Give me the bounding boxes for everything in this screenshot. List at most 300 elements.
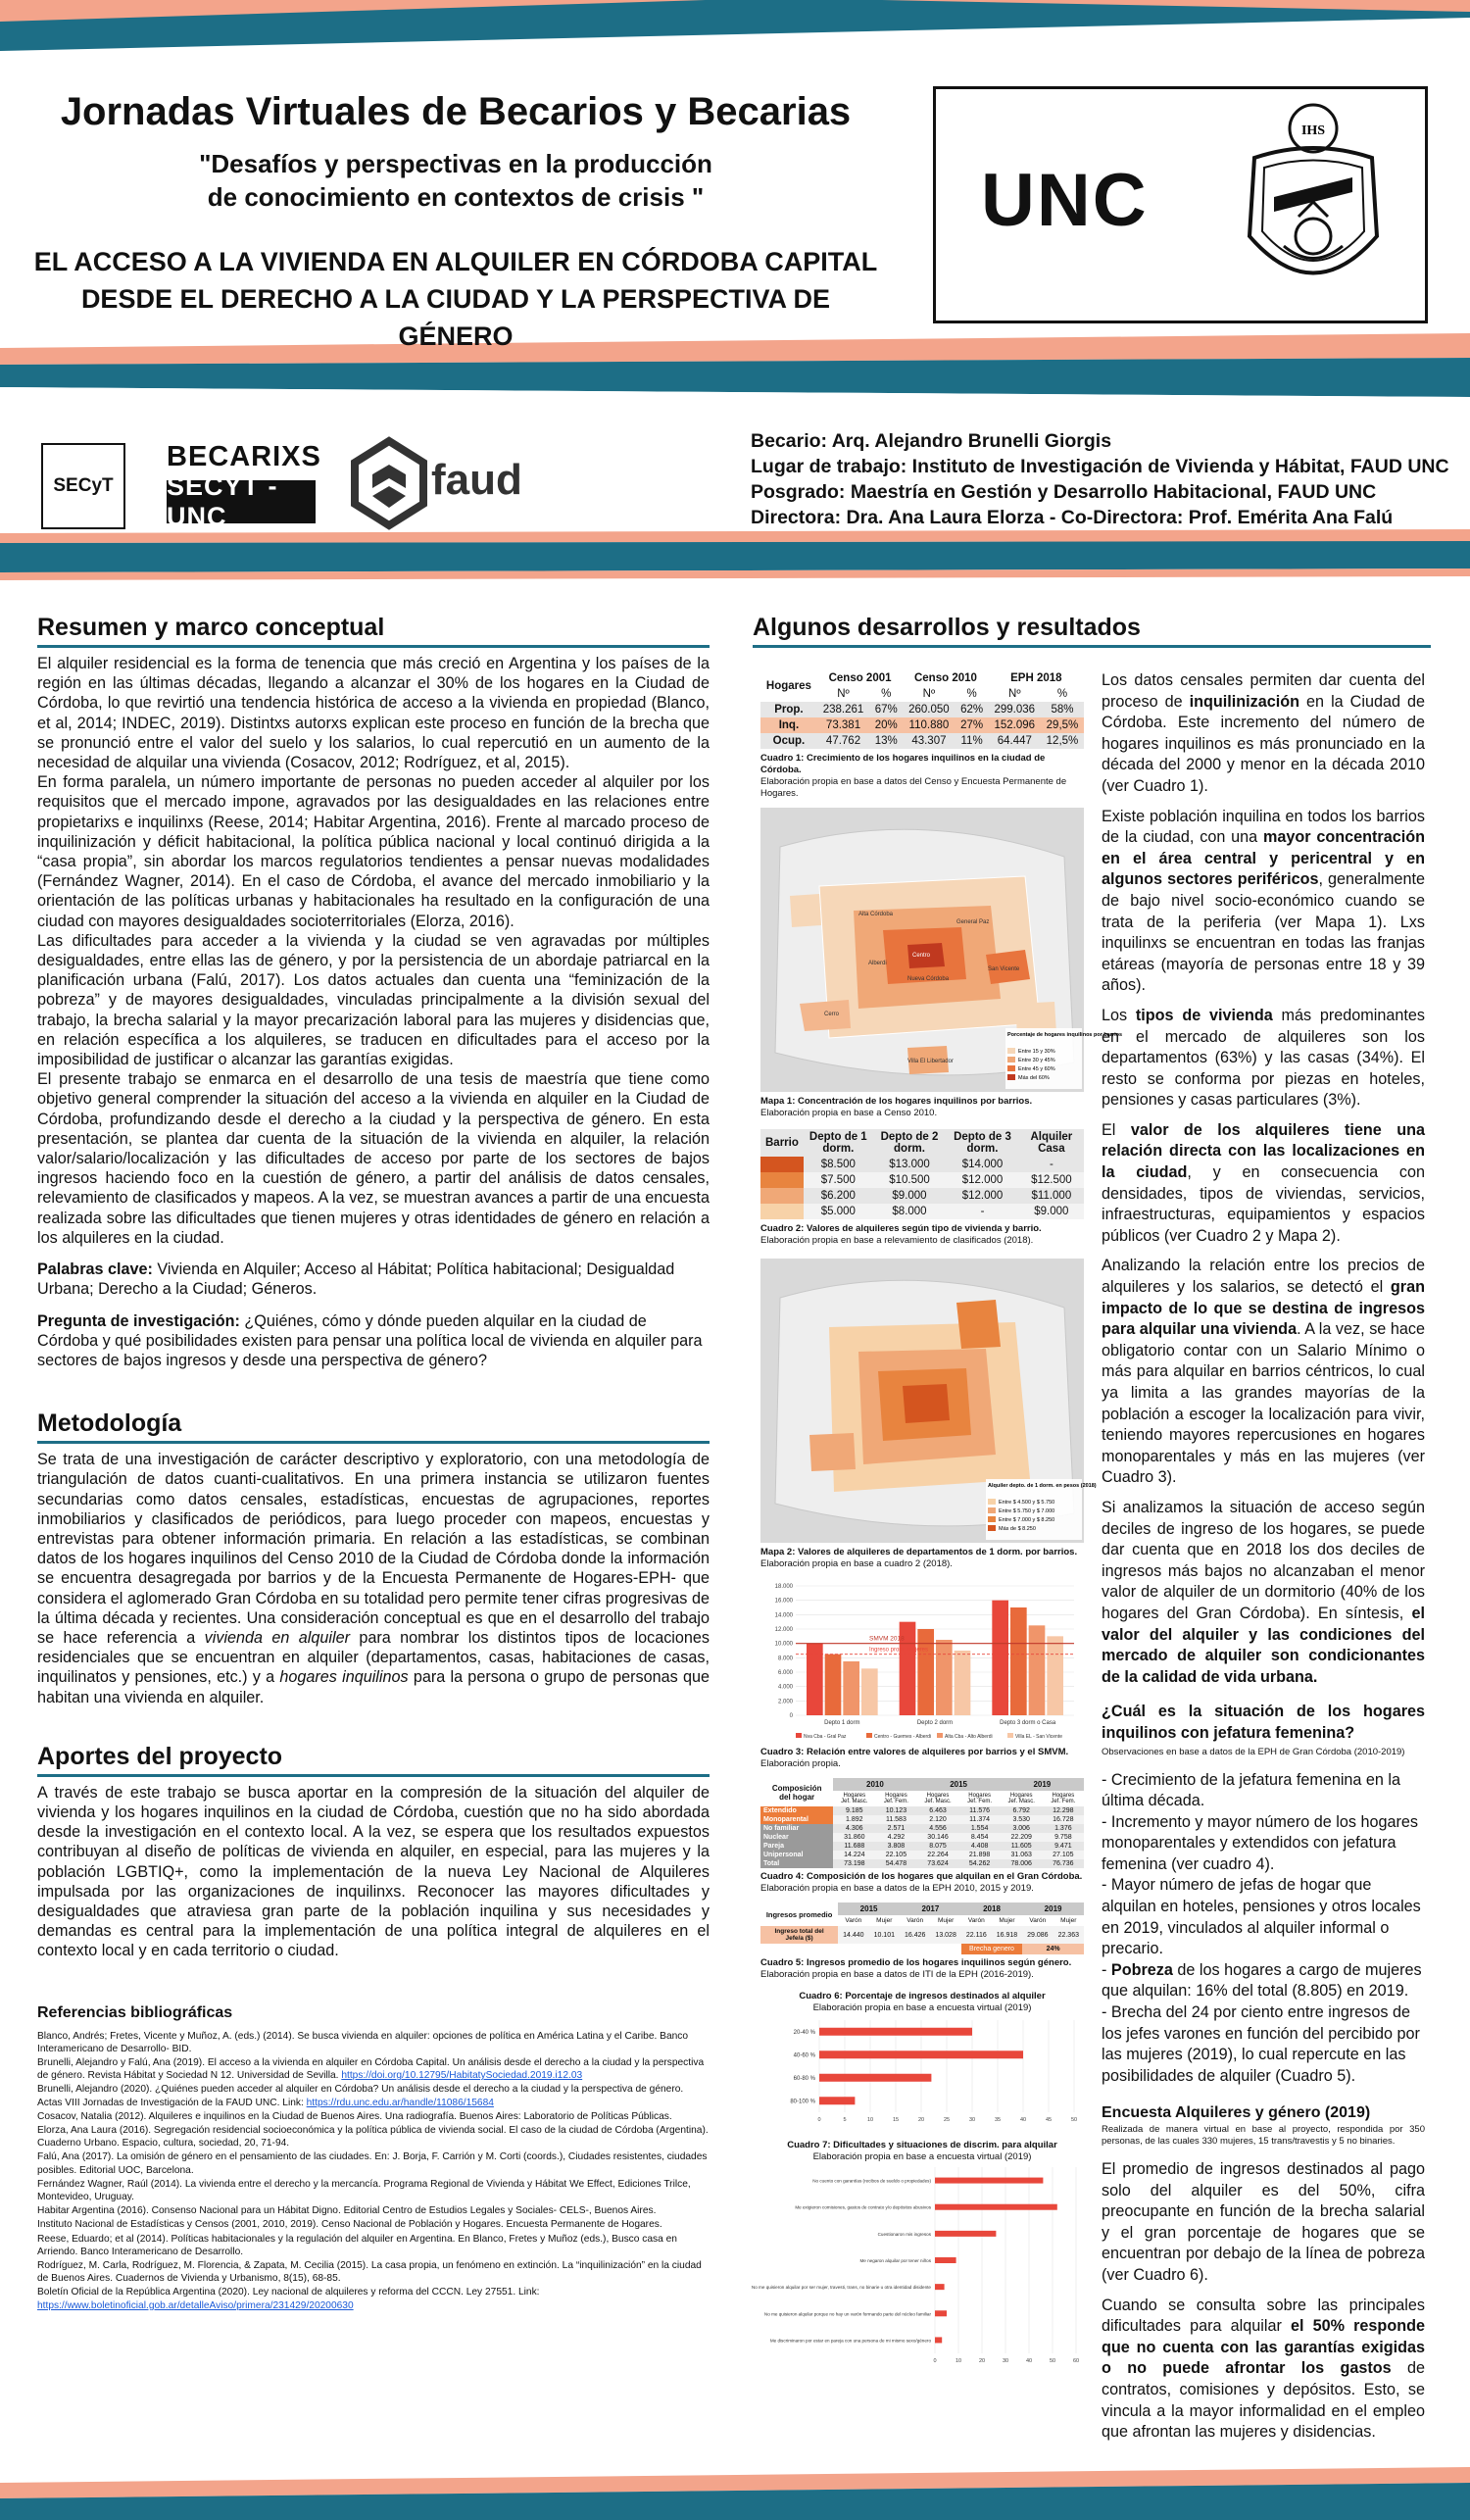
table-header-cell: Composición del hogar: [771, 1783, 822, 1802]
resumen-body: [37, 654, 710, 1370]
aportes-heading: Aportes del proyecto: [37, 1743, 710, 1777]
barrio-swatch: [760, 1172, 804, 1188]
footer-stripes: [0, 2465, 1470, 2520]
caption-title: Cuadro 5: Ingresos promedio de los hogares inquilinos según género.: [760, 1957, 1072, 1968]
table-cell: 67%: [874, 704, 898, 716]
table-cell: Pareja: [760, 1842, 833, 1851]
y-tick-label: 8.000: [777, 1655, 793, 1662]
table-header-cell: Ingresos promedio: [765, 1909, 833, 1919]
y-tick-label: No cuento con garantías (recibos de sueldo o propiedades): [812, 2178, 931, 2184]
table-header-cell: 2019: [1001, 1778, 1084, 1791]
table-header-cell: 2010: [833, 1778, 916, 1791]
y-tick-label: 10.000: [774, 1641, 793, 1648]
research-question: [37, 1311, 710, 1371]
bar: [935, 2178, 1043, 2184]
table-subheader-cell: %: [1056, 688, 1068, 700]
x-tick-label: 15: [892, 2117, 900, 2123]
table-subheader-cell: Nº: [922, 688, 936, 700]
faud-logo: faud: [431, 456, 522, 504]
becarixs-logo: BECARIXS: [167, 441, 321, 472]
table-cell: 31.063: [1010, 1852, 1032, 1858]
table-row: [760, 702, 1084, 717]
barrio-swatch: [760, 1204, 804, 1219]
table-row: [760, 1859, 1084, 1868]
cuadro-2-caption: [760, 1223, 1084, 1247]
table-subheader-cell: Varón: [845, 1917, 862, 1924]
bar: [935, 2310, 947, 2316]
references-list: [37, 2030, 710, 2312]
cuadro-7-header: [760, 2140, 1084, 2163]
reference-item: Habitar Argentina (2016). Consenso Nacional para un Hábitat Digno. Editorial Centro de Estudios Legales y Sociales- CELS-, Buenos Aires.: [37, 2205, 657, 2217]
table-header-cell: EPH 2018: [1010, 672, 1062, 684]
survey-note: Realizada de manera virtual en base al proyecto, respondida por 350 personas, de las cuales 330 mujeres, 15 trans/travestis y 5 no binaries.: [1102, 2124, 1425, 2147]
legend-label: Nva Cba - Gral Paz: [804, 1734, 847, 1740]
text-run: Cuando se consulta sobre las principales dificultades para alquilar: [1102, 2296, 1425, 2336]
cuadro-7-chart: [751, 2163, 1084, 2369]
table-cell: 4.408: [970, 1843, 989, 1850]
table-cell: $13.000: [889, 1159, 930, 1170]
reference-item: [37, 2056, 710, 2082]
reference-item: [37, 2286, 710, 2311]
text-run-bold: el 50% responde que no cuenta con las garantías exigidas o no puede afrontar los gastos: [1102, 2317, 1425, 2378]
table-subheader-cell: Varón: [1029, 1917, 1047, 1924]
chart-source: Elaboración propia en base a encuesta virtual (2019): [812, 2151, 1032, 2162]
reference-text: Boletín Oficial de la República Argentina (2020). Ley nacional de alquileres y reforma del CCCN. Ley 27551. Link:: [37, 2287, 540, 2298]
table-cell: 4.306: [846, 1825, 863, 1832]
table-cell: 22.264: [927, 1852, 949, 1858]
x-tick-label: 10: [866, 2117, 874, 2123]
metodologia-emphasis: vivienda en alquiler: [204, 1628, 350, 1647]
reference-item: Fernández Wagner, Raúl (2014). La vivienda entre el derecho y la mercancía. Programa Regional de Vivienda y Hábitat We Effect, Ediciones Trilce, Montevideo, Uruguay.: [37, 2178, 691, 2203]
map-label: Villa El Libertador: [907, 1059, 954, 1064]
table-cell: 1.554: [970, 1825, 989, 1832]
table-cell: $8.000: [892, 1206, 927, 1217]
cuadro-5-table: [760, 1902, 1084, 1954]
map-label: Centro: [912, 953, 931, 959]
x-tick-label: 0: [817, 2117, 821, 2123]
table-cell: $9.000: [1034, 1206, 1069, 1217]
table-cell: 16.918: [996, 1931, 1018, 1939]
table-cell: 27%: [960, 719, 984, 731]
caption-source: Elaboración propia en base a datos del Censo y Encuesta Permanente de Hogares.: [760, 776, 1067, 799]
table-cell: $8.500: [820, 1159, 856, 1170]
text-run-bold: valor de los alquileres tiene una relación directa con las localizaciones en la ciudad: [1102, 1120, 1425, 1182]
table-cell: 11.688: [844, 1843, 865, 1850]
table-cell: 8.454: [970, 1834, 989, 1841]
legend-label: Centro - Guemes - Alberdi: [874, 1734, 932, 1740]
text-run: El: [1102, 1120, 1131, 1139]
metodologia-text: Se trata de una investigación de carácter descriptivo y exploratorio, con una metodología de triangulación de datos cuanti-cualitativos. En una primera instancia se utilizaron fuentes secundarias como datos censales, estadísticas, encuestas de agrupaciones, reportes inmobiliarios y clasificados de periódicos, para luego proceder con mapeos, encuestas y entrevistas para obtener información primaria. En relación a las estadísticas, se combinan datos de los hogares inquilinos del Censo 2010 de la Ciudad de Córdoba donde la información se encuentra desagregada por barrios y de la Encuesta Permanente de Hogares-EPH- que considera el aglomerado Gran Córdoba en su totalidad pero permite tener cifras progresivas de la última década y recientes. Una consideración conceptual es que en el desarrollo del trabajo se hace referencia a: [37, 1451, 710, 1647]
bar: [1029, 1625, 1046, 1715]
survey-title: Encuesta Alquileres y género (2019): [1102, 2104, 1371, 2122]
text-run: Los: [1102, 1006, 1136, 1024]
refs-heading: Referencias bibliográficas: [37, 2003, 233, 2021]
table-subheader-cell: Nº: [1008, 688, 1021, 700]
resumen-paragraph: El alquiler residencial es la forma de tenencia que más creció en Argentina y los países de la región en las últimas décadas, llegando a alcanzar el 30% de los hogares en la Ciudad de Córdoba, lo que revirtió una tendencia histórica de acceso a la vivienda en propiedad (Blanco, et al, 2014; INDEC, 2019). Distintxs autorxs explican este proceso en función de la brecha que se pronunció entre el valor del suelo y los salarios, lo cual repercutió en un aumento de la necesidad de alquilar una vivienda (Cosacov, 2012; Rodríguez, et al, 2015).: [37, 655, 710, 772]
x-tick-label: 0: [933, 2358, 937, 2364]
table-cell: 43.307: [911, 735, 947, 747]
x-tick-label: Depto 1 dorm: [824, 1720, 860, 1726]
table-cell: Inq.: [778, 719, 800, 731]
metodologia-body: [37, 1450, 710, 1707]
event-title: Jornadas Virtuales de Becarios y Becarias: [60, 90, 852, 133]
cuadro-4-caption: [760, 1871, 1084, 1895]
table-cell: Ingreso total del Jefe/a ($): [760, 1926, 838, 1944]
table-header-cell: Censo 2010: [913, 672, 977, 684]
table-cell: 13.028: [935, 1931, 956, 1939]
poster-title: [29, 243, 882, 355]
text-run-bold: mayor concentración en el área central y pericentral y en algunos sectores periféricos: [1102, 828, 1425, 889]
table-row: [760, 1926, 1084, 1944]
table-cell: 8.075: [929, 1843, 947, 1850]
x-tick-label: 50: [1049, 2358, 1056, 2364]
chart-source: Elaboración propia en base a encuesta virtual (2019): [812, 2002, 1032, 2013]
table-cell: Nuclear: [760, 1833, 833, 1842]
table-cell: 14.440: [843, 1931, 864, 1939]
table-cell: $5.000: [820, 1206, 856, 1217]
table-row: [760, 1842, 1084, 1851]
table-cell: 4.556: [929, 1825, 947, 1832]
table-cell: 1.376: [1054, 1825, 1072, 1832]
x-tick-label: 5: [843, 2117, 847, 2123]
table-cell: 9.471: [1054, 1843, 1072, 1850]
table-cell: 10.101: [873, 1931, 895, 1939]
reference-text: Brunelli, Alejandro y Falú, Ana (2019). El acceso a la vivienda en alquiler en Córdoba Capital. Un análisis desde el derecho a la ciudad y la perspectiva de género. Revista Hábitat y Sociedad N 12. Universidad de Sevilla.: [37, 2056, 705, 2082]
text-run-bold: ¿Cuál es la situación de los hogares inquilinos con jefatura femenina?: [1102, 1703, 1425, 1742]
table-cell: 1.892: [846, 1816, 863, 1823]
table-cell: Total: [760, 1859, 833, 1868]
map-1-caption: [760, 1096, 1084, 1119]
table-cell: 20%: [874, 719, 898, 731]
table-cell: 16.426: [905, 1931, 926, 1939]
metodologia-heading: Metodología: [37, 1409, 710, 1444]
bar: [992, 1601, 1008, 1715]
text-run: . A la vez, se hace obligatorio contar con un Salario Mínimo o más para alquilar en barrios céntricos, lo cual ya limita a las grandes mayorías de la población a escoger la localización para vivir, teniendo mayores repercusiones en hogares monoparentales y más en las mujeres (ver Cuadro 3).: [1102, 1320, 1425, 1487]
results-paragraph: [1102, 1498, 1425, 1688]
table-header-cell: 2017: [900, 1902, 961, 1915]
table-cell: 2.120: [929, 1816, 947, 1823]
event-subtitle-line-1: "Desafíos y perspectivas en la producción: [199, 149, 712, 178]
table-cell: 12.298: [1053, 1807, 1074, 1814]
ingresos-line-label: Ingreso prom. mujeres: [869, 1647, 929, 1654]
map-legend-item: Entre 30 y 45%: [1018, 1058, 1055, 1063]
table-cell: 21.898: [968, 1852, 991, 1858]
table-subheader-cell: Varón: [906, 1917, 924, 1924]
table-subheader-cell: %: [966, 688, 977, 700]
y-tick-label: No me quisieron alquilar por ser mujer, travesti, trans, no binarie u otra identidad disidente: [751, 2285, 931, 2291]
x-tick-label: 50: [1070, 2117, 1078, 2123]
question-label: Pregunta de investigación:: [37, 1311, 240, 1330]
caption-title: Cuadro 2: Valores de alquileres según tipo de vivienda y barrio.: [760, 1223, 1042, 1234]
y-tick-label: Me discriminaron por estar en pareja con una persona de mi mismo sexo/género: [769, 2338, 931, 2344]
table-subheader-cell: Hogares Jef. Fem.: [967, 1793, 993, 1804]
bar: [1010, 1607, 1027, 1715]
table-cell: $6.200: [820, 1190, 856, 1202]
keywords-text: Vivienda en Alquiler; Acceso al Hábitat; Política habitacional; Desigualdad Urbana; Derecho a la Ciudad; Géneros.: [37, 1260, 675, 1299]
bullet-item: - Incremento y mayor número de los hogares monoparentales y extendidos con jefatura femenina (ver cuadro 4).: [1102, 1812, 1418, 1873]
resumen-paragraph: El presente trabajo se enmarca en el desarrollo de una tesis de maestría que tiene como objetivo general comprender la situación del acceso a la vivienda en alquiler en la Ciudad de Córdoba, profundizando desde el derecho a la ciudad y la perspectiva de género. En esta presentación, se plantea dar cuenta de la situación de la vivienda en alquiler, la relación valor/salario/localización y las dificultades de acceso por parte de los sectores de bajos ingresos haciendo foco en la cuestión de género, a partir del análisis de datos censales, relevamiento de clasificados y mapeos. A la vez, se muestran avances a partir de una encuesta realizada sobre las dificultades que tienen mujeres y otras identidades de género en relación a los alquileres en la ciudad.: [37, 1070, 710, 1247]
legend-swatch: [796, 1733, 802, 1738]
author-info: [751, 428, 1456, 530]
text-run: , y en consecuencia con densidades, tipos de viviendas, servicios, infraestructuras, equipamientos y espacios públicos (ver Cuadro 2 y Mapa 2).: [1102, 1163, 1425, 1245]
caption-title: Cuadro 1: Crecimiento de los hogares inquilinos en la ciudad de Córdoba.: [760, 753, 1046, 775]
cuadro-1-caption: [760, 753, 1084, 800]
reference-link[interactable]: https://doi.org/10.12795/HabitatySociedad.2019.i12.03: [341, 2070, 583, 2082]
table-row: [760, 1157, 1084, 1172]
table-cell: 299.036: [994, 704, 1036, 716]
logo-band-stripes: [0, 529, 1470, 588]
table-cell: -: [980, 1206, 985, 1217]
map-label: Alberdi: [868, 961, 887, 966]
map-legend-item: Entre 15 y 30%: [1018, 1049, 1055, 1055]
caption-title: Mapa 2: Valores de alquileres de departamentos de 1 dorm. por barrios.: [760, 1547, 1078, 1557]
table-cell: 78.006: [1010, 1860, 1032, 1867]
table-cell: 73.381: [825, 719, 861, 731]
text-run: -: [1102, 1960, 1111, 1979]
results-paragraph: El promedio de ingresos destinados al pago solo del alquiler es del 50%, cifra preocupante en función de la brecha salarial y el gran porcentaje de hogares que se encuentran por debajo de la línea de pobreza (ver Cuadro 6).: [1102, 2160, 1425, 2284]
table-cell: 14.224: [844, 1852, 865, 1858]
text-run-bold: gran impacto de lo que se destina de ingresos para alquilar una vivienda: [1102, 1278, 1425, 1339]
text-run: en la Ciudad de Córdoba. Este incremento del número de hogares inquilinos es más pronunciado en la década del 2000 y menor en la década 2010 (ver Cuadro 1).: [1102, 692, 1425, 795]
table-cell: $9.000: [892, 1190, 927, 1202]
reference-item: Elorza, Ana Laura (2016). Segregación residencial socioeconómica y la política pública de vivienda social. El caso de la ciudad de Córdoba (Argentina). Cuaderno Urbano. Espacio, cultura, sociedad, 20, 71-94.: [37, 2125, 709, 2149]
y-tick-label: 60-80 %: [793, 2075, 815, 2082]
y-tick-label: No me quisieron alquilar porque no hay un varón formando parte del núcleo familiar: [763, 2311, 931, 2317]
table-cell: 260.050: [908, 704, 950, 716]
table-cell: 30.146: [927, 1834, 949, 1841]
table-header-row: [760, 1902, 1084, 1915]
bar: [955, 1651, 971, 1715]
map-label: San Vicente: [988, 966, 1020, 972]
chart-title: Cuadro 7: Dificultades y situaciones de discrim. para alquilar: [787, 2140, 1057, 2150]
table-cell: Unipersonal: [760, 1851, 833, 1859]
bar: [1047, 1636, 1063, 1715]
results-paragraph: [1102, 670, 1425, 798]
table-header-cell: Depto de 3 dorm.: [954, 1131, 1011, 1155]
table-cell: 4.292: [887, 1834, 906, 1841]
bar: [936, 1640, 953, 1715]
text-run: de los hogares a cargo de mujeres que alquilan: 16% del total (8.805) en 2019.: [1102, 1960, 1422, 2001]
map-2: [760, 1259, 1097, 1543]
posgrado-line: Posgrado: Maestría en Gestión y Desarrollo Habitacional, FAUD UNC: [751, 481, 1377, 503]
table-row: [760, 1204, 1084, 1219]
table-cell: $12.000: [961, 1190, 1004, 1202]
lugar-line: Lugar de trabajo: Instituto de Investigación de Vivienda y Hábitat, FAUD UNC: [751, 456, 1449, 477]
question-source: Observaciones en base a datos de la EPH de Gran Córdoba (2010-2019): [1102, 1746, 1405, 1757]
table-cell: Monoparental: [760, 1815, 833, 1824]
results-paragraph: [1102, 2296, 1425, 2444]
table-cell: 11.583: [885, 1816, 906, 1823]
results-paragraph: [1102, 1120, 1425, 1248]
table-cell: $7.500: [820, 1174, 856, 1186]
metodologia-emphasis: hogares inquilinos: [279, 1668, 409, 1687]
reference-item: Rodríguez, M. Carla, Rodríguez, M. Florencia, & Zapata, M. Cecilia (2015). La casa propia, un fenómeno en extinción. La “inquilinización” en la ciudad de Buenos Aires. Cuadernos de Vivienda y Urbanismo, 8(15), 68-85.: [37, 2260, 702, 2285]
table-header-cell: 2015: [917, 1778, 1001, 1791]
table-subheader-cell: Nº: [837, 688, 850, 700]
table-subheader-cell: Hogares Jef. Masc.: [841, 1793, 868, 1804]
legend-swatch: [937, 1733, 943, 1738]
event-subtitle-line-2: de conocimiento en contextos de crisis ": [207, 182, 705, 212]
table-header-cell: Alquiler Casa: [1030, 1131, 1073, 1155]
table-row: [760, 1172, 1084, 1188]
bar: [935, 2257, 956, 2263]
figures-column: [751, 670, 1123, 2369]
y-tick-label: 2.000: [777, 1699, 793, 1705]
legend-swatch: [1007, 1733, 1013, 1738]
resumen-heading: Resumen y marco conceptual: [37, 614, 710, 648]
y-tick-label: 12.000: [774, 1627, 793, 1633]
cuadro-3-caption: [760, 1747, 1084, 1770]
caption-source: Elaboración propia.: [760, 1758, 841, 1769]
x-tick-label: Depto 3 dorm o Casa: [1000, 1720, 1056, 1726]
table-cell: $10.500: [889, 1174, 930, 1186]
table-cell: 22.105: [885, 1852, 907, 1858]
table-cell: 11%: [960, 735, 983, 747]
legend-swatch: [866, 1733, 872, 1738]
x-tick-label: 60: [1072, 2358, 1080, 2364]
legend-label: Villa EL - San Vicente: [1015, 1734, 1062, 1740]
bar: [843, 1661, 859, 1715]
table-cell: 12,5%: [1046, 735, 1079, 747]
table-cell: 9.758: [1054, 1834, 1072, 1841]
poster-title-line-1: EL ACCESO A LA VIVIENDA EN ALQUILER EN CÓRDOBA CAPITAL: [33, 247, 878, 276]
caption-title: Mapa 1: Concentración de los hogares inquilinos por barrios.: [760, 1096, 1033, 1107]
metodologia-text: para nombrar los distintos tipos de locaciones residenciales que se encuentran en alquiler (departamentos, casas, habitaciones de casas, inquilinatos y pensiones, etc.) y a: [37, 1628, 710, 1687]
caption-title: Cuadro 3: Relación entre valores de alquileres por barrios y el SMVM.: [760, 1747, 1069, 1757]
table-cell: Extendido: [760, 1806, 833, 1815]
table-cell: 31.860: [844, 1834, 865, 1841]
table-cell: 64.447: [997, 735, 1032, 747]
reference-item: Falú, Ana (2017). La omisión de género en el pensamiento de las ciudades. En: J. Borja, F. Carrión y M. Corti (coords.), Ciudades resistentes, ciudades posibles. Editorial UOC, Barcelona.: [37, 2151, 708, 2176]
reference-item: [37, 2083, 710, 2108]
keywords: [37, 1260, 710, 1299]
table-subheader-cell: Varón: [967, 1917, 985, 1924]
table-cell: 27.105: [1053, 1852, 1074, 1858]
becario-line: Becario: Arq. Alejandro Brunelli Giorgis: [751, 430, 1112, 452]
table-cell: -: [1049, 1159, 1054, 1170]
table-cell: 73.198: [844, 1860, 865, 1867]
table-subheader-cell: Mujer: [1060, 1917, 1077, 1924]
reference-item: Reese, Eduardo; et al (2014). Políticas habitacionales y la regulación del alquiler en Argentina. En Blanco, Fretes y Muñoz (eds.), Busco casa en Arriendo. Banco Interamericano de Desarrollo.: [37, 2233, 677, 2257]
y-tick-label: 14.000: [774, 1612, 793, 1619]
metodologia-text: para la persona o grupo de personas que habitan una vivienda en alquiler.: [37, 1668, 710, 1706]
unc-logo-box: [933, 86, 1428, 323]
cuadro-6-header: [760, 1991, 1084, 2014]
table-header-row: [760, 1778, 1084, 1791]
text-run: Existe población inquilina en todos los barrios de la ciudad, con una: [1102, 807, 1425, 847]
resumen-paragraph: En forma paralela, un número importante de personas no pueden acceder al alquiler por los requisitos que el mercado impone, agravados por las desigualdades en las relaciones entre propietarixs e inquilinxs (Reese, 2014; Habitar Argentina, 2016). Frente al marcado proceso de inquilinización y déficit habitacional, la política pública nacional y local continuó dirigida a la “casa propia”, sin abordar los marcos regulatorios tendientes a pensar nuevas modalidades (Fernández Wagner, 2014). En el caso de Córdoba, el avance del mercado inmobiliario y la orientación de las políticas urbanas y habitacionales ha resultado en la configuración de una ciudad con mayores desigualdades socioterritoriales (Elorza, 2016).: [37, 773, 710, 930]
table-cell: 11.605: [1010, 1843, 1032, 1850]
table-header-cell: 2015: [838, 1902, 900, 1915]
table-cell: 110.880: [908, 719, 950, 731]
table-row: [760, 1806, 1084, 1815]
text-run: Si analizamos la situación de acceso según deciles de ingreso de los hogares, se puede dar cuenta que en 2018 los dos deciles de ingresos más bajos no alcanzaban el menor valor de alquiler de un dormitorio (40% de los hogares del Gran Córdoba). En síntesis,: [1102, 1498, 1425, 1622]
x-tick-label: 35: [994, 2117, 1002, 2123]
x-tick-label: 40: [1025, 2358, 1033, 2364]
cuadro-3-chart: [760, 1578, 1084, 1745]
reference-text: Brunelli, Alejandro (2020). ¿Quiénes pueden acceder al alquiler en Córdoba? Un análisis desde el derecho a la ciudad y la perspectiva de género. Actas VIII Jornadas de Investigación de la FAUD UNC. Link:: [37, 2084, 684, 2108]
map-legend-item: Entre 45 y 60%: [1018, 1066, 1055, 1072]
bar: [935, 2204, 1057, 2210]
text-run: , generalmente de bajo nivel socio-económico cuando se trata de la periferia (ver Mapa 1). Lxs inquilinxs se encuentran en todas las franjas etáreas (mayoría de personas entre 18 y 39 años).: [1102, 870, 1425, 995]
table-subheader-cell: %: [881, 688, 892, 700]
map-legend-item: Más de $ 8.250: [999, 1526, 1036, 1532]
seal-text: IHS: [1300, 124, 1326, 138]
table-header-cell: 2018: [961, 1902, 1022, 1915]
reference-item: Cosacov, Natalia (2012). Alquileres e inquilinos en la Ciudad de Buenos Aires. Una radiografía. Buenos Aires: Laboratorio de Políticas Públicas.: [37, 2110, 672, 2122]
x-tick-label: 25: [943, 2117, 951, 2123]
table-cell: Ocup.: [772, 735, 806, 747]
bullet-item: [1102, 1960, 1425, 2002]
results-heading: Algunos desarrollos y resultados: [753, 614, 1431, 648]
table-cell: $12.500: [1031, 1174, 1072, 1186]
y-tick-label: Me exigieron comisiones, gastos de contrato y/o depósitos abusivos: [795, 2204, 931, 2210]
directora-line: Directora: Dra. Ana Laura Elorza - Co-Directora: Prof. Emérita Ana Falú: [751, 507, 1394, 528]
table-cell: 73.624: [927, 1860, 949, 1867]
reference-link[interactable]: https://www.boletinoficial.gob.ar/detalleAviso/primera/231429/20200630: [37, 2299, 354, 2311]
x-tick-label: Depto 2 dorm: [916, 1720, 954, 1726]
map-label: Cerro: [824, 1012, 840, 1017]
table-cell: 238.261: [822, 704, 864, 716]
table-cell: 22.209: [1010, 1834, 1032, 1841]
bar: [935, 2337, 942, 2343]
unc-label: UNC: [981, 159, 1149, 242]
bullet-list: [1102, 1770, 1425, 2088]
table-cell: 22.363: [1057, 1931, 1079, 1939]
bar: [819, 2051, 1023, 2058]
table-cell: 3.530: [1012, 1816, 1030, 1823]
cuadro-5-caption: [760, 1957, 1084, 1981]
table-header-cell: 2019: [1022, 1902, 1084, 1915]
left-column: [37, 614, 710, 2313]
text-run-bold: el valor del alquiler y las condiciones del mercado de alquiler son condicionantes de la calidad de vida urbana.: [1102, 1604, 1425, 1686]
text-run: Analizando la relación entre los precios de alquileres y los salarios, se detectó el: [1102, 1257, 1425, 1297]
table-cell: 16.728: [1053, 1816, 1074, 1823]
y-tick-label: Me negaron alquilar por tener niños: [859, 2258, 931, 2263]
y-tick-label: 18.000: [774, 1584, 793, 1590]
barrio-swatch: [760, 1157, 804, 1172]
unc-seal-icon: [1215, 99, 1411, 315]
table-cell: No familiar: [760, 1824, 833, 1833]
y-tick-label: 6.000: [777, 1670, 793, 1676]
question-heading: [1102, 1702, 1425, 1744]
table-cell: 54.478: [885, 1860, 907, 1867]
cuadro-6-chart: [760, 2014, 1084, 2130]
table-row: [760, 733, 1084, 749]
x-tick-label: 30: [968, 2117, 976, 2123]
table-cell: 152.096: [994, 719, 1036, 731]
table-cell: 2.571: [887, 1825, 906, 1832]
y-tick-label: 40-60 %: [793, 2052, 815, 2059]
caption-source: Elaboración propia en base a cuadro 2 (2018).: [760, 1558, 953, 1569]
x-tick-label: 30: [1002, 2358, 1009, 2364]
reference-link[interactable]: https://rdu.unc.edu.ar/handle/11086/15684: [306, 2097, 494, 2108]
table-cell: $11.000: [1031, 1190, 1072, 1202]
map-legend-title: Alquiler depto. de 1 dorm. en pesos (2018): [988, 1483, 1097, 1489]
results-paragraph: [1102, 807, 1425, 997]
table-cell: 13%: [874, 735, 898, 747]
bar: [819, 2028, 972, 2036]
y-tick-label: 16.000: [774, 1598, 793, 1605]
bullet-item: - Crecimiento de la jefatura femenina en la última década.: [1102, 1770, 1401, 1810]
table-cell: 76.736: [1053, 1860, 1074, 1867]
x-tick-label: 10: [955, 2358, 962, 2364]
resumen-paragraph: Las dificultades para acceder a la vivienda y la ciudad se ven agravadas por múltiples desigualdades, entre ellas las de género, y por la persistencia de un abordaje patriarcal en la planificación urbana (Falú, 2017). Los datos actuales dan cuenta una “feminización de la pobreza” y de mayores desigualdades, vinculadas principalmente a la división sexual del trabajo, la brecha salarial y la mayor precarización laboral para las mujeres y disidencias que, en relación específica a los alquileres, se traducen en dificultades para el acceso por la imposibilidad de justificar o alcanzar las garantías exigidas.: [37, 931, 710, 1069]
map-legend-item: Más del 60%: [1018, 1075, 1050, 1081]
table-cell: 6.792: [1012, 1807, 1030, 1814]
table-subheader-cell: Hogares Jef. Fem.: [1051, 1793, 1076, 1804]
secyt-logo: SECyT: [41, 443, 125, 529]
